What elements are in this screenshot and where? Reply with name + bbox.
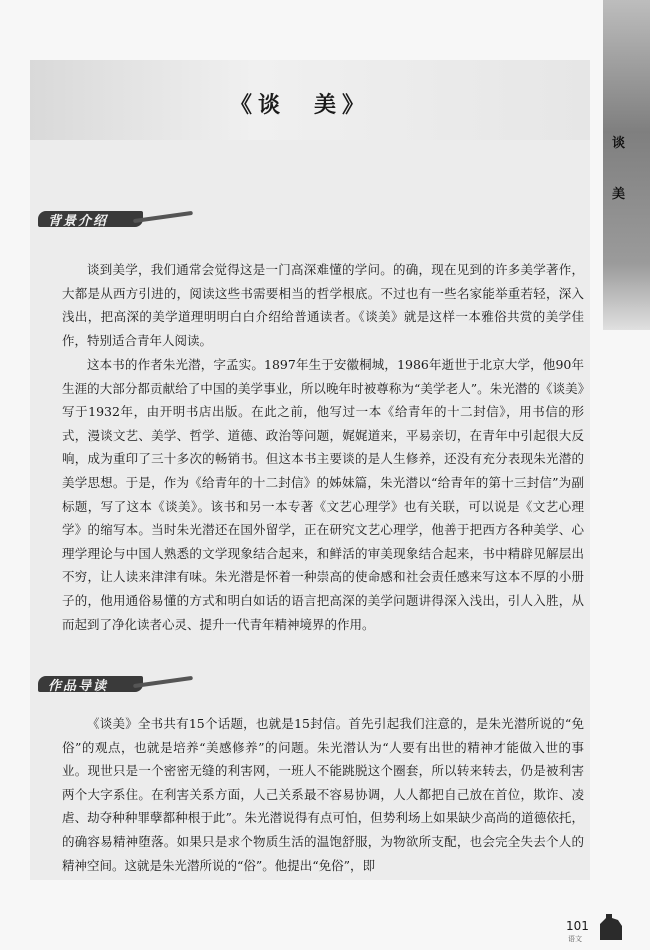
side-tab-char-2: 美 bbox=[612, 187, 626, 202]
page-title: 《谈 美》 bbox=[229, 92, 370, 118]
background-paragraph-1: 谈到美学，我们通常会觉得这是一门高深难懂的学问。的确，现在见到的许多美学著作，大都是从西方引进的，阅读这些书需要相当的哲学根底。不过也有一些名家能举重若轻，深入浅出，把高深的美学道理明明白白介绍给普通读者。《谈美》就是这样一本雅俗共赏的美学佳作，特别适合青年人阅读。 bbox=[62, 262, 584, 348]
side-tab bbox=[603, 0, 650, 330]
section-heading-background bbox=[38, 205, 158, 231]
section-heading-label: 背景介绍 bbox=[48, 214, 109, 229]
guide-paragraph-1: 《谈美》全书共有15个话题，也就是15封信。首先引起我们注意的，是朱光潜所说的“免俗”的观点，也就是培养“美感修养”的问题。朱光潜认为“人要有出世的精神才能做入世的事业。现世只是一个密密无缝的利害网，一班人不能跳脱这个圈套，所以转来转去，仍是被利害两个大字系住。在利害关系方面，人己关系最不容易协调，人人都把自己放在首位，欺诈、凌虐、劫夺种种罪孽都种根于此”。朱光潜说得有点可怕，但势利场上如果缺少高尚的道德依托，的确容易精神堕落。如果只是求个物质生活的温饱舒服，为物欲所支配，也会完全失去个人的精神空间。这就是朱光潜所说的“俗”。他提出“免俗”，即 bbox=[62, 716, 584, 873]
side-tab-char-1: 谈 bbox=[612, 136, 626, 151]
section-heading-label: 作品导读 bbox=[48, 679, 109, 694]
page-number: 101 bbox=[566, 919, 589, 933]
section-heading-guide bbox=[38, 670, 158, 696]
corner-book-icon bbox=[596, 912, 626, 942]
background-paragraph-2: 这本书的作者朱光潜，字孟实。1897年生于安徽桐城，1986年逝世于北京大学，他90年生涯的大部分都贡献给了中国的美学事业，所以晚年时被尊称为“美学老人”。朱光潜的《谈美》写于1932年，由开明书店出版。在此之前，他写过一本《给青年的十二封信》，用书信的形式，漫谈文艺、美学、哲学、道德、政治等问题，娓娓道来，平易亲切，在青年中引起很大反响，成为重印了三十多次的畅销书。但这本书主要谈的是人生修养，还没有充分表现朱光潜的美学思想。于是，作为《给青年的十二封信》的姊妹篇，朱光潜以“给青年的第十三封信”为副标题，写了这本《谈美》。该书和另一本专著《文艺心理学》也有关联，可以说是《文艺心理学》的缩写本。当时朱光潜还在国外留学，正在研究文艺心理学，他善于把西方各种美学、心理学理论与中国人熟悉的文学现象结合起来，和鲜活的审美现象结合起来，书中精辟见解层出不穷，让人读来津津有味。朱光潜是怀着一种崇高的使命感和社会责任感来写这本不厚的小册子的，他用通俗易懂的方式和明白如话的语言把高深的美学问题讲得深入浅出，引人入胜，从而起到了净化读者心灵、提升一代青年精神境界的作用。 bbox=[62, 357, 584, 632]
page-subject: 语文 bbox=[568, 935, 582, 943]
